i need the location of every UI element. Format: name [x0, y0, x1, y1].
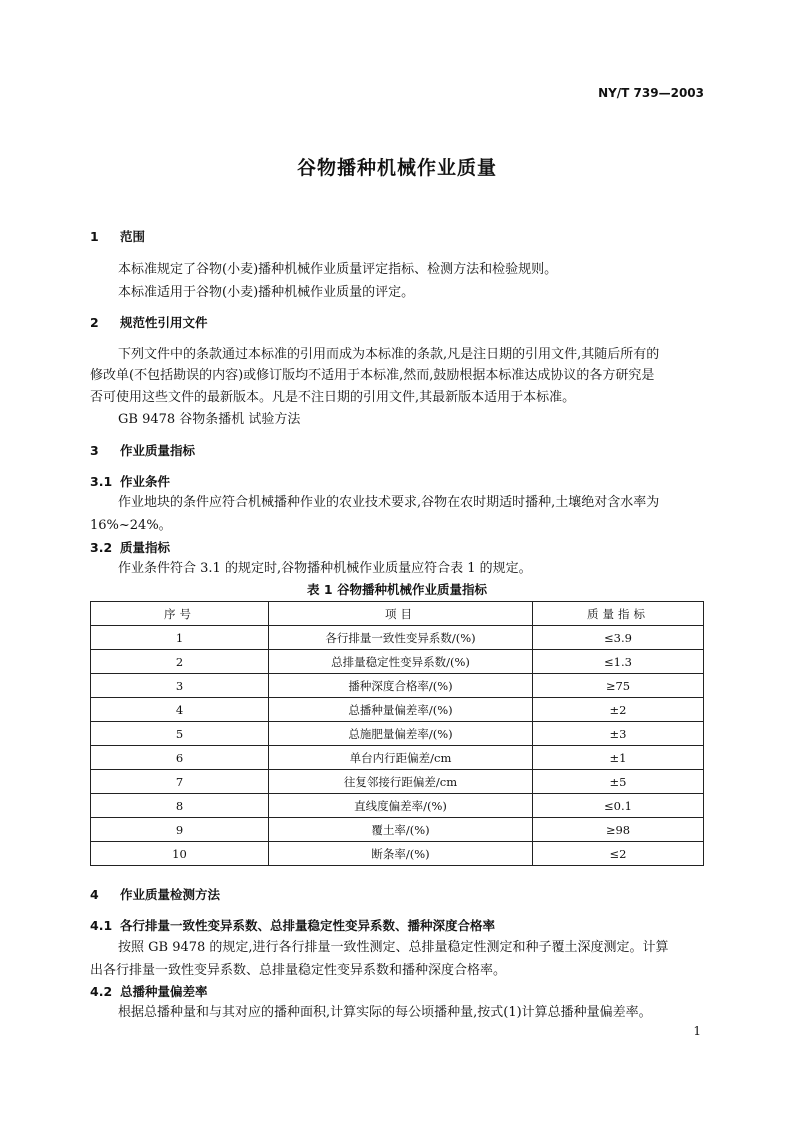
- page-number: 1: [693, 1024, 701, 1038]
- cell-index: ±3: [533, 722, 704, 746]
- section-title: 规范性引用文件: [120, 315, 208, 330]
- cell-no: 1: [91, 626, 269, 650]
- cell-no: 2: [91, 650, 269, 674]
- cell-item: 覆土率/(%): [269, 818, 533, 842]
- normative-reference: GB 9478 谷物条播机 试验方法: [118, 412, 301, 427]
- paragraph-line: 16%~24%。: [90, 518, 172, 533]
- table-row: [91, 626, 704, 650]
- table-caption: 表 1 谷物播种机械作业质量指标: [307, 582, 487, 597]
- paragraph: 本标准适用于谷物(小麦)播种机械作业质量的评定。: [118, 285, 415, 300]
- subsection-title: 总播种量偏差率: [120, 984, 208, 999]
- cell-index: ±5: [533, 770, 704, 794]
- section-2-heading: [90, 313, 208, 331]
- table-row: [91, 722, 704, 746]
- section-number: 2: [90, 315, 99, 330]
- cell-no: 7: [91, 770, 269, 794]
- paragraph: 本标准规定了谷物(小麦)播种机械作业质量评定指标、检测方法和检验规则。: [118, 262, 558, 277]
- section-number: 1: [90, 229, 99, 244]
- cell-no: 3: [91, 674, 269, 698]
- cell-no: 8: [91, 794, 269, 818]
- subsection-number: 4.1: [90, 918, 113, 933]
- cell-no: 9: [91, 818, 269, 842]
- paragraph-line: 作业地块的条件应符合机械播种作业的农业技术要求,谷物在农时期适时播种,土壤绝对含水率为: [118, 495, 660, 510]
- cell-item: 单台内行距偏差/cm: [269, 746, 533, 770]
- column-header-item: 项目: [269, 602, 533, 626]
- cell-no: 5: [91, 722, 269, 746]
- subsection-title: 作业条件: [120, 474, 171, 489]
- cell-index: ≥75: [533, 674, 704, 698]
- subsection-3-2-heading: [90, 538, 170, 556]
- subsection-title: 各行排量一致性变异系数、总排量稳定性变异系数、播种深度合格率: [120, 918, 496, 933]
- section-title: 作业质量指标: [120, 443, 196, 458]
- cell-item: 直线度偏差率/(%): [269, 794, 533, 818]
- subsection-number: 3.2: [90, 540, 113, 555]
- cell-item: 总播种量偏差率/(%): [269, 698, 533, 722]
- section-title: 范围: [120, 229, 146, 244]
- section-1-heading: [90, 227, 145, 245]
- paragraph-line: 修改单(不包括勘误的内容)或修订版均不适用于本标准,然而,鼓励根据本标准达成协议的各方研究是: [90, 368, 655, 383]
- cell-no: 10: [91, 842, 269, 866]
- subsection-3-1-heading: [90, 472, 170, 490]
- paragraph-line: 否可使用这些文件的最新版本。凡是不注日期的引用文件,其最新版本适用于本标准。: [90, 390, 576, 405]
- subsection-4-2-heading: [90, 982, 208, 1000]
- table-row: [91, 674, 704, 698]
- paragraph-line: 出各行排量一致性变异系数、总排量稳定性变异系数和播种深度合格率。: [90, 963, 507, 978]
- subsection-number: 4.2: [90, 984, 113, 999]
- quality-index-table: [90, 601, 704, 866]
- standard-number: NY/T 739—2003: [598, 86, 704, 100]
- cell-item: 播种深度合格率/(%): [269, 674, 533, 698]
- cell-item: 总排量稳定性变异系数/(%): [269, 650, 533, 674]
- table-row: [91, 794, 704, 818]
- cell-index: ≥98: [533, 818, 704, 842]
- table-row: [91, 650, 704, 674]
- table-row: [91, 842, 704, 866]
- subsection-4-1-heading: [90, 916, 495, 934]
- cell-item: 总施肥量偏差率/(%): [269, 722, 533, 746]
- section-3-heading: [90, 441, 195, 459]
- section-title: 作业质量检测方法: [120, 887, 221, 902]
- cell-index: ≤0.1: [533, 794, 704, 818]
- table-row: [91, 746, 704, 770]
- cell-item: 往复邻接行距偏差/cm: [269, 770, 533, 794]
- cell-index: ≤2: [533, 842, 704, 866]
- table-row: [91, 818, 704, 842]
- table-row: [91, 698, 704, 722]
- paragraph-line: 按照 GB 9478 的规定,进行各行排量一致性测定、总排量稳定性测定和种子覆土深度测定。计算: [118, 940, 669, 955]
- cell-item: 断条率/(%): [269, 842, 533, 866]
- cell-no: 4: [91, 698, 269, 722]
- cell-index: ±2: [533, 698, 704, 722]
- table-header-row: [91, 602, 704, 626]
- cell-index: ≤1.3: [533, 650, 704, 674]
- subsection-number: 3.1: [90, 474, 113, 489]
- section-number: 3: [90, 443, 99, 458]
- cell-index: ±1: [533, 746, 704, 770]
- subsection-title: 质量指标: [120, 540, 171, 555]
- section-4-heading: [90, 885, 220, 903]
- paragraph-line: 作业条件符合 3.1 的规定时,谷物播种机械作业质量应符合表 1 的规定。: [118, 561, 532, 576]
- document-title: 谷物播种机械作业质量: [296, 157, 497, 179]
- paragraph-line: 下列文件中的条款通过本标准的引用而成为本标准的条款,凡是注日期的引用文件,其随后所有的: [118, 347, 660, 362]
- cell-no: 6: [91, 746, 269, 770]
- cell-item: 各行排量一致性变异系数/(%): [269, 626, 533, 650]
- column-header-index: 质量指标: [533, 602, 704, 626]
- table-row: [91, 770, 704, 794]
- column-header-no: 序号: [91, 602, 269, 626]
- section-number: 4: [90, 887, 99, 902]
- paragraph-line: 根据总播种量和与其对应的播种面积,计算实际的每公顷播种量,按式(1)计算总播种量偏差率。: [118, 1005, 652, 1020]
- cell-index: ≤3.9: [533, 626, 704, 650]
